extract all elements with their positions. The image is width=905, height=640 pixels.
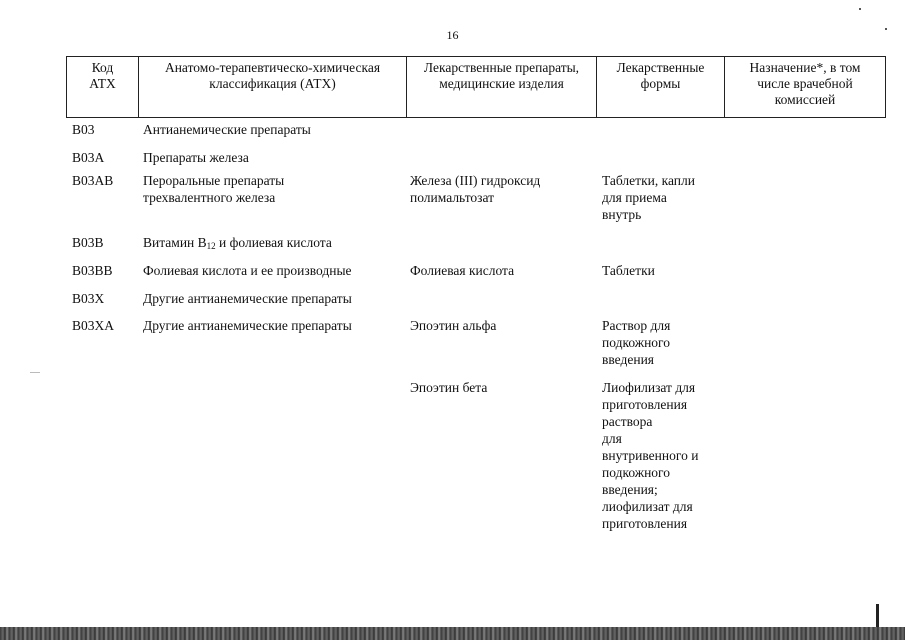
atc-classification: Другие антианемические препараты — [143, 291, 352, 306]
scan-speck — [30, 372, 40, 373]
atc-code: В03ВВ — [72, 263, 113, 278]
atc-classification: Препараты железа — [143, 150, 249, 165]
dosage-form: Таблетки, капли для приема внутрь — [602, 173, 695, 222]
classification-text: Витамин В — [143, 235, 207, 250]
atc-classification: Фолиевая кислота и ее производные — [143, 263, 352, 278]
atc-code: В03 — [72, 122, 95, 137]
atc-code: В03А — [72, 150, 105, 165]
header-dosage-forms: Лекарственные формы — [597, 57, 725, 117]
atc-classification: Антианемические препараты — [143, 122, 311, 137]
medicine-name: Железа (III) гидроксид полимальтозат — [410, 173, 541, 205]
atc-code: В03Х — [72, 291, 105, 306]
table-header — [66, 56, 886, 118]
atc-classification: Пероральные препараты трехвалентного железа — [143, 173, 285, 205]
atc-code: В03В — [72, 235, 104, 250]
page-number: 16 — [446, 28, 459, 42]
medicine-name: Эпоэтин альфа — [410, 318, 497, 333]
classification-text: и фолиевая кислота — [215, 235, 332, 250]
dosage-form: Раствор для подкожного введения — [602, 318, 671, 367]
scan-artifact-bar — [0, 627, 905, 640]
atc-classification — [143, 234, 405, 255]
scan-speck — [885, 28, 887, 30]
atc-code: В03ХА — [72, 318, 115, 333]
subscript-text: 12 — [206, 241, 216, 251]
dosage-form: Таблетки — [602, 263, 655, 278]
medicine-name: Эпоэтин бета — [410, 380, 488, 395]
header-prescription: Назначение*, в том числе врачебной комиссией — [749, 60, 861, 107]
header-atc-code: Код АТХ — [67, 57, 139, 117]
header-medicines: Лекарственные препараты, медицинские изделия — [407, 57, 597, 117]
scan-speck — [859, 8, 861, 10]
header-atc-classification: Анатомо-терапевтическо-химическая классификация (АТХ) — [139, 57, 407, 117]
atc-code: В03АВ — [72, 173, 114, 188]
medicine-name: Фолиевая кислота — [410, 263, 515, 278]
scan-artifact-mark — [876, 604, 879, 628]
atc-classification: Другие антианемические препараты — [143, 318, 352, 333]
dosage-form: Лиофилизат для приготовления раствора для внутривенного и подкожного введения; лиофилизат для приготовления — [602, 380, 699, 531]
